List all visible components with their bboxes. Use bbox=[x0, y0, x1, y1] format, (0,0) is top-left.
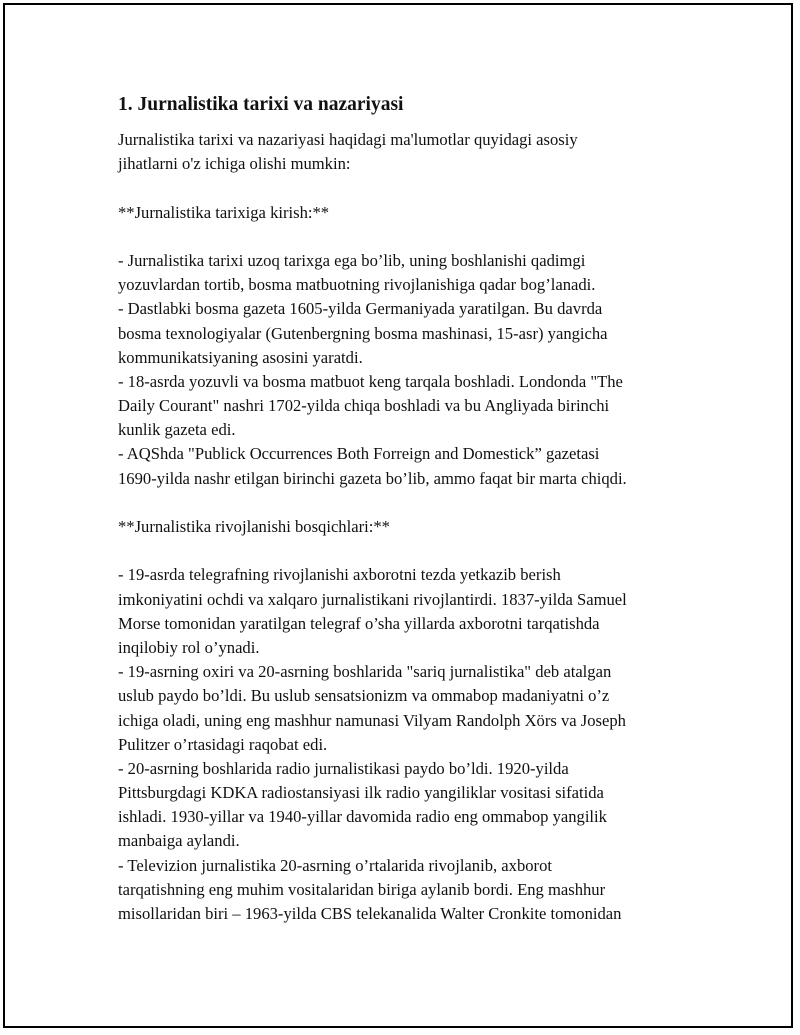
text-line: ichiga oladi, uning eng mashhur namunasi Vilyam Randolph Xörs va Joseph bbox=[118, 710, 626, 730]
text-line: tarqatishning eng muhim vositalaridan biriga aylanib bordi. Eng mashhur bbox=[118, 879, 606, 899]
text-line: Pulitzer o’rtasidagi raqobat edi. bbox=[118, 734, 328, 754]
text-line: - 20-asrning boshlarida radio jurnalistikasi paydo bo’ldi. 1920-yilda bbox=[118, 758, 569, 778]
text-line: 1690-yilda nashr etilgan birinchi gazeta bo’lib, ammo faqat bir marta chiqdi. bbox=[118, 468, 627, 488]
document-body bbox=[118, 92, 698, 926]
text-line: uslub paydo bo’ldi. Bu uslub sensatsionizm va ommabop madaniyatni o’z bbox=[118, 686, 610, 706]
text-line: misollaridan biri – 1963-yilda CBS telekanalida Walter Cronkite tomonidan bbox=[118, 904, 622, 923]
document-text bbox=[118, 128, 698, 926]
text-line: **Jurnalistika tarixiga kirish:** bbox=[118, 202, 330, 222]
blank-line bbox=[118, 176, 698, 200]
text-line: - Jurnalistika tarixi uzoq tarixga ega bo’lib, uning boshlanishi qadimgi bbox=[118, 250, 586, 270]
text-line: ishladi. 1930-yillar va 1940-yillar davomida radio eng ommabop yangilik bbox=[118, 807, 607, 827]
text-line: - 19-asrning oxiri va 20-asrning boshlarida "sariq jurnalistika" deb atalgan bbox=[118, 662, 612, 682]
blank-line bbox=[118, 225, 698, 249]
text-line: yozuvlardan tortib, bosma matbuotning rivojlanishiga qadar bog’lanadi. bbox=[118, 275, 596, 295]
blank-line bbox=[118, 539, 698, 563]
text-line: Jurnalistika tarixi va nazariyasi haqidagi ma'lumotlar quyidagi asosiy bbox=[118, 130, 578, 149]
text-line: - AQShda "Publick Occurrences Both Forreign and Domestick” gazetasi bbox=[118, 444, 600, 464]
text-line: manbaiga aylandi. bbox=[118, 831, 240, 851]
blank-line bbox=[118, 491, 698, 515]
text-line: inqilobiy rol o’ynadi. bbox=[118, 637, 260, 657]
text-line: **Jurnalistika rivojlanishi bosqichlari:** bbox=[118, 517, 390, 536]
text-line: imkoniyatini ochdi va xalqaro jurnalistikani rivojlantirdi. 1837-yilda Samuel bbox=[118, 589, 627, 609]
text-line: bosma texnologiyalar (Gutenbergning bosma mashinasi, 15-asr) yangicha bbox=[118, 323, 608, 343]
text-line: - Dastlabki bosma gazeta 1605-yilda Germaniyada yaratilgan. Bu davrda bbox=[118, 299, 603, 319]
text-line: jihatlarni o'z ichiga olishi mumkin: bbox=[118, 154, 351, 174]
text-line: Pittsburgdagi KDKA radiostansiyasi ilk radio yangiliklar vositasi sifatida bbox=[118, 783, 604, 803]
text-line: kunlik gazeta edi. bbox=[118, 420, 236, 440]
text-line: - 18-asrda yozuvli va bosma matbuot keng tarqala boshladi. Londonda "The bbox=[118, 371, 623, 391]
text-line: - Televizion jurnalistika 20-asrning o’rtalarida rivojlanib, axborot bbox=[118, 855, 552, 875]
section-heading: 1. Jurnalistika tarixi va nazariyasi bbox=[118, 94, 404, 115]
text-line: - 19-asrda telegrafning rivojlanishi axborotni tezda yetkazib berish bbox=[118, 565, 561, 585]
text-line: Morse tomonidan yaratilgan telegraf o’sha yillarda axborotni tarqatishda bbox=[118, 613, 600, 633]
text-line: kommunikatsiyaning asosini yaratdi. bbox=[118, 347, 363, 367]
text-line: Daily Courant" nashri 1702-yilda chiqa boshladi va bu Angliyada birinchi bbox=[118, 396, 610, 416]
